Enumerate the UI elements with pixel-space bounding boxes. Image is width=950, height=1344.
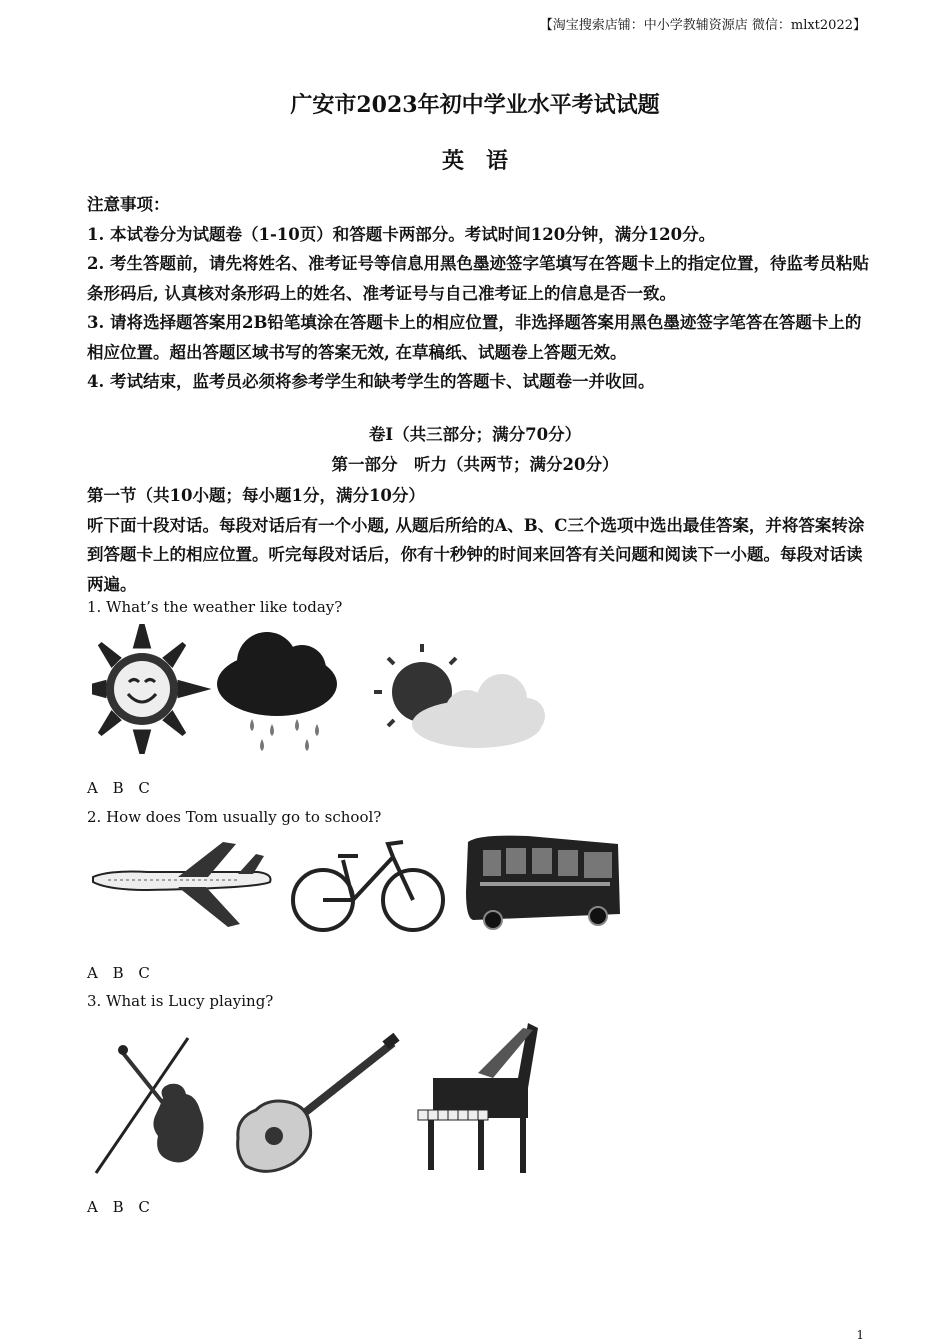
rain-cloud-icon (217, 632, 337, 751)
weather-images (92, 624, 552, 754)
question-2: 2. How does Tom usually go to school? (87, 808, 382, 826)
airplane-icon (93, 842, 271, 927)
sun-icon (92, 624, 202, 754)
instructions: 听下面十段对话。每段对话后有一个小题, 从题后所给的A、B、C三个选项中选出最佳答案，并将答案转涂到答题卡上的相应位置。听完每段对话后，你有十秒钟的时间来回答有关问题和阅读下一小题。每段对话读两遍。 (87, 515, 865, 594)
subject-title: 英语 (441, 148, 530, 174)
header-note: 【淘宝搜索店铺：中小学教辅资源店 微信：mlxt2022】 (539, 18, 866, 33)
question-3-options: A B C (87, 1198, 150, 1216)
question-2-options: A B C (87, 964, 150, 982)
notice-item: 4. 考试结束，监考员必须将参考学生和缺考学生的答题卡、试题卷一并收回。 (87, 372, 655, 391)
notice-item: 1. 本试卷分为试题卷（1-10页）和答题卡两部分。考试时间120分钟，满分120分。 (87, 224, 716, 244)
partly-cloudy-icon (374, 644, 545, 748)
question-1-options: A B C (87, 779, 150, 797)
notice-block (87, 190, 877, 397)
guitar-icon (238, 1033, 400, 1172)
piano-icon (418, 1023, 538, 1173)
section-block (87, 481, 877, 599)
violin-icon (96, 1038, 204, 1173)
volume-heading: 卷Ⅰ（共三部分；满分70分） (368, 425, 582, 444)
bus-icon (466, 836, 620, 929)
notice-heading: 注意事项： (87, 195, 170, 214)
notice-item: 2. 考生答题前，请先将姓名、准考证号等信息用黑色墨迹签字笔填写在答题卡上的指定位置，待监考员粘贴条形码后, 认真核对条形码上的姓名、准考证号与自己准考证上的信息是否一致。 (87, 254, 869, 303)
bicycle-icon (293, 842, 443, 930)
transport-images (88, 832, 628, 936)
question-1: 1. What’s the weather like today? (87, 598, 343, 616)
instrument-images (88, 1018, 548, 1178)
page-number: 1 (856, 1328, 864, 1342)
notice-item: 3. 请将选择题答案用2B铅笔填涂在答题卡上的相应位置，非选择题答案用黑色墨迹签字笔答在答题卡上的相应位置。超出答题区域书写的答案无效, 在草稿纸、试题卷上答题无效。 (87, 313, 862, 362)
question-3: 3. What is Lucy playing? (87, 992, 274, 1010)
exam-title: 广安市2023年初中学业水平考试试题 (290, 92, 660, 118)
part-heading: 第一部分 听力（共两节；满分20分） (331, 455, 619, 474)
section-heading: 第一节（共10小题；每小题1分，满分10分） (87, 486, 425, 505)
